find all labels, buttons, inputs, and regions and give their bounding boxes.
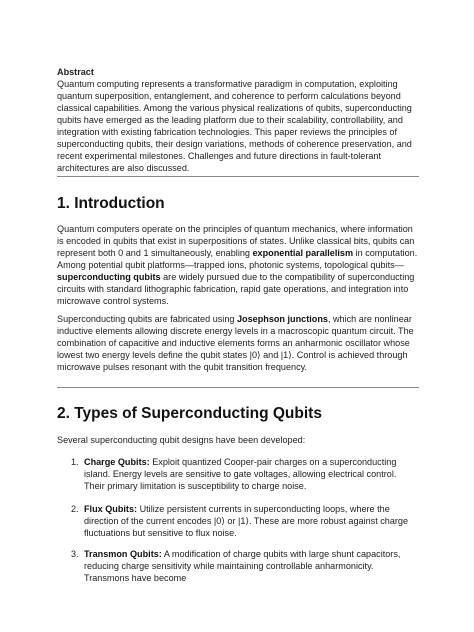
introduction-heading: 1. Introduction	[57, 195, 165, 212]
intro-p2-text-c: , which are nonlinear inductive elements allowing discrete energy levels in a macroscopic quantum circuit. The combination of capacitive and inductive elements forms an anharmonic oscillator whose lowest two energy levels define the qubit states |0⟩ and |1⟩. Control is achieved through microwave pulses resonant with the qubit transition frequency.	[57, 314, 414, 372]
intro-p1-text-a: Quantum computers operate on the principles of quantum mechanics, where information is encoded in qubits that exist in superpositions of states. Unlike classical bits, qubits can represent both 0 and 1 simultaneously, enabling	[57, 224, 415, 258]
list-item-term: Transmon Qubits:	[84, 549, 162, 559]
intro-p1-text-c: in computation. Among potential qubit platforms—trapped ions, photonic systems, topological qubits—	[57, 248, 418, 270]
list-item-term: Charge Qubits:	[84, 457, 150, 467]
types-intro	[57, 434, 419, 446]
list-item-text: Exploit quantized Cooper-pair charges on a superconducting island. Energy levels are sensitive to gate voltages, allowing electrical control. Their primary limitation is susceptibility to charge noise.	[84, 457, 397, 491]
intro-p2-text-a: Superconducting qubits are fabricated using	[57, 314, 237, 324]
list-item-number: 2.	[71, 504, 79, 514]
intro-p1-bold-exponential-parallelism: exponential parallelism	[252, 248, 354, 258]
section-divider	[57, 176, 419, 177]
list-item-term: Flux Qubits:	[84, 504, 138, 514]
introduction-paragraph-2	[57, 313, 419, 373]
intro-p1-bold-superconducting-qubits: superconducting qubits	[57, 272, 161, 282]
types-intro-text: Several superconducting qubit designs have been developed:	[57, 435, 306, 445]
abstract-section	[57, 66, 419, 174]
intro-p2-bold-josephson-junctions: Josephson junctions	[236, 314, 328, 324]
introduction-paragraph-1	[57, 223, 419, 307]
list-item-number: 1.	[71, 457, 79, 467]
list-item-text: Utilize persistent currents in superconducting loops, where the direction of the current encodes |0⟩ or |1⟩. These are more robust against charge fluctuations but sensitive to flux noise.	[84, 504, 409, 538]
abstract-title: Abstract	[57, 67, 94, 77]
intro-p1-text-d: are widely pursued due to the compatibility of superconducting circuits with standard lithographic fabrication, rapid gate operations, and integration into microwave control systems.	[57, 272, 415, 306]
types-heading: 2. Types of Superconducting Qubits	[57, 405, 322, 422]
section-divider	[57, 387, 419, 388]
abstract-text: Quantum computing represents a transformative paradigm in computation, exploiting quantum superposition, entanglement, and coherence to perform calculations beyond classical capabilities. Among the various physical realizations of qubits, superconducting qubits have emerged as the leading platform due to their scalability, controllability, and integration with existing fabrication technologies. This paper reviews the principles of superconducting qubits, their design variations, methods of coherence preservation, and recent experimental milestones. Challenges and future directions in fault-tolerant architectures are also discussed.	[57, 79, 412, 173]
list-item-number: 3.	[71, 549, 79, 559]
list-item-text: A modification of charge qubits with large shunt capacitors, reducing charge sensitivity while maintaining controllable anharmonicity. Transmons have become	[84, 549, 401, 583]
